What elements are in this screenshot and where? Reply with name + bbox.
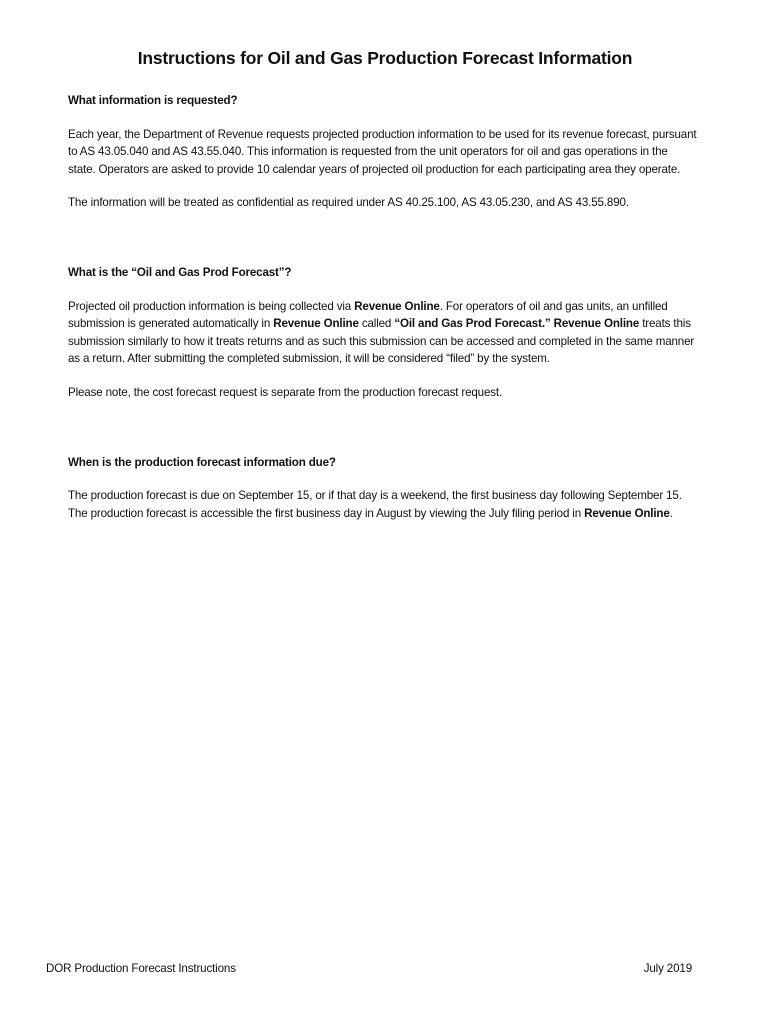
- text-run: The production forecast is due on September 15, or if that day is a weekend, the first business day following September 15. The production forecast is accessible the first business day in August by viewing the July filing period in: [68, 489, 682, 520]
- document-body: [68, 92, 698, 522]
- text-run: treats this submission similarly to how it treats returns and as such this submission can be accessed and completed in the same manner as a return. After submitting the completed submission, it will be considered “filed” by the system.: [68, 317, 695, 366]
- revenue-online-emphasis: Revenue Online: [273, 317, 359, 331]
- paragraph-confidential: The information will be treated as confidential as required under AS 40.25.100, AS 43.05.230, and AS 43.55.890.: [68, 196, 629, 210]
- document-title: Instructions for Oil and Gas Production Forecast Information: [137, 48, 633, 68]
- footer-date: July 2019: [643, 962, 692, 975]
- footer-document-name: DOR Production Forecast Instructions: [46, 962, 236, 975]
- section-heading-requested: What information is requested?: [68, 94, 238, 107]
- submission-name-emphasis: “Oil and Gas Prod Forecast.”: [394, 317, 551, 331]
- text-run: . For operators of oil and gas units, an unfilled submission is generated automatically in: [68, 299, 668, 331]
- revenue-online-emphasis: Revenue Online: [354, 299, 440, 313]
- text-run: called: [358, 317, 395, 331]
- section-heading-prod-forecast: What is the “Oil and Gas Prod Forecast”?: [68, 265, 292, 279]
- paragraph-cost-forecast-note: Please note, the cost forecast request is separate from the production forecast request.: [68, 385, 503, 399]
- paragraph-requested-info: Each year, the Department of Revenue requests projected production information to be used for its revenue forecast, pursuant to AS 43.05.040 and AS 43.55.040. This information is requested from the unit operators for oil and gas operations in the state. Operators are asked to provide 10 calendar years of projected oil production for each participating area they operate.: [68, 127, 697, 176]
- text-run: .: [669, 506, 673, 520]
- section-heading-due-date: When is the production forecast information due?: [68, 455, 336, 469]
- paragraph-due-date: [68, 487, 698, 522]
- paragraph-prod-forecast: [68, 298, 698, 368]
- text-run: Projected oil production information is being collected via: [68, 299, 355, 313]
- revenue-online-emphasis: Revenue Online: [553, 317, 640, 331]
- revenue-online-emphasis: Revenue Online: [584, 506, 670, 520]
